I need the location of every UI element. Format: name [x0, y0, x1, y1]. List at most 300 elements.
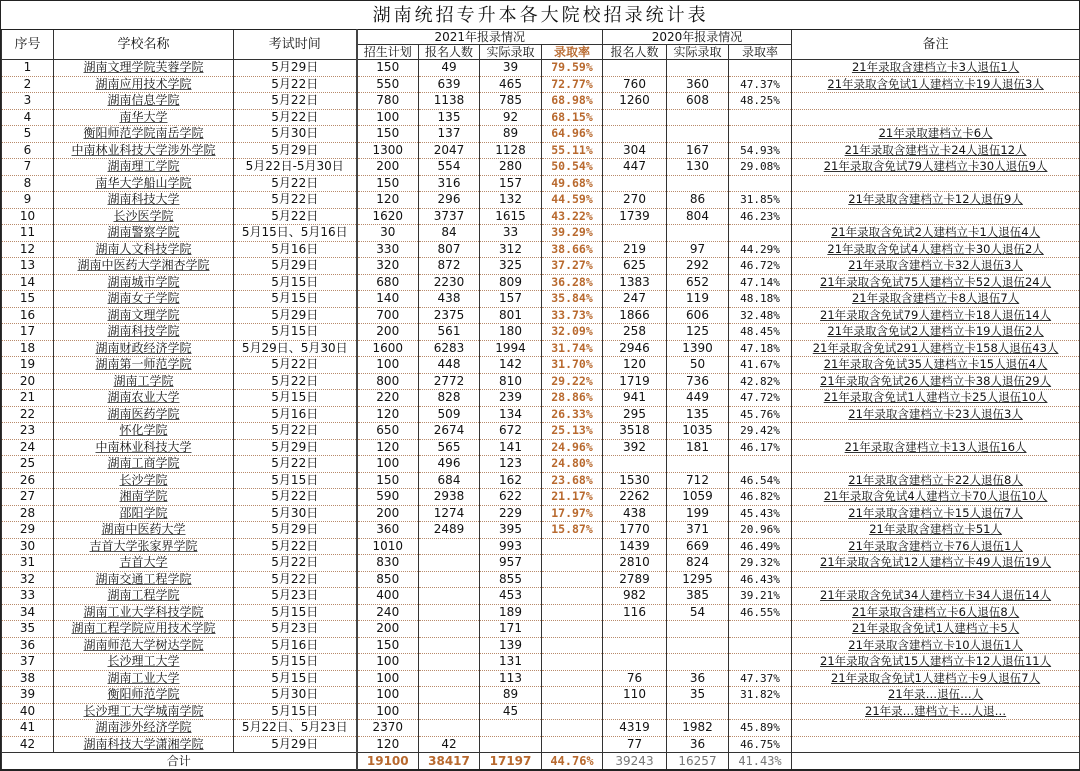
cell-rate-2021	[542, 736, 603, 753]
table-row	[2, 654, 1080, 671]
cell-applicants-2020	[603, 126, 667, 143]
cell-applicants-2021: 49	[419, 60, 480, 77]
table-row	[2, 126, 1080, 143]
cell-plan-2021: 700	[357, 307, 419, 324]
table-row	[2, 258, 1080, 275]
cell-index: 40	[2, 703, 54, 720]
cell-index: 32	[2, 571, 54, 588]
cell-plan-2021: 100	[357, 670, 419, 687]
cell-remark: 21年录取含建档立卡32人退伍3人	[792, 258, 1080, 275]
header-group-2021: 2021年报录情况	[357, 30, 603, 45]
cell-index: 26	[2, 472, 54, 489]
cell-applicants-2021: 561	[419, 324, 480, 341]
cell-exam-date: 5月15日	[234, 324, 357, 341]
cell-exam-date: 5月22日	[234, 192, 357, 209]
cell-remark	[792, 423, 1080, 440]
cell-school: 长沙医学院	[54, 208, 234, 225]
table-row	[2, 489, 1080, 506]
cell-rate-2021: 29.22%	[542, 373, 603, 390]
total-plan-2021: 19100	[357, 753, 419, 770]
table-row	[2, 670, 1080, 687]
cell-plan-2021: 1300	[357, 142, 419, 159]
cell-rate-2020: 45.89%	[729, 720, 792, 737]
cell-admitted-2020: 669	[667, 538, 729, 555]
cell-index: 37	[2, 654, 54, 671]
cell-exam-date: 5月15日	[234, 703, 357, 720]
cell-rate-2021: 72.77%	[542, 76, 603, 93]
cell-admitted-2020: 86	[667, 192, 729, 209]
header-remarks: 备注	[792, 30, 1080, 60]
cell-admitted-2021: 132	[480, 192, 542, 209]
cell-school: 湖南工程学院	[54, 588, 234, 605]
cell-admitted-2021: 325	[480, 258, 542, 275]
cell-admitted-2020: 652	[667, 274, 729, 291]
cell-plan-2021: 120	[357, 406, 419, 423]
cell-index: 34	[2, 604, 54, 621]
cell-rate-2021	[542, 670, 603, 687]
cell-admitted-2021: 139	[480, 637, 542, 654]
cell-index: 22	[2, 406, 54, 423]
table-row	[2, 390, 1080, 407]
cell-remark: 21年录取含建档立卡3人退伍1人	[792, 60, 1080, 77]
cell-school: 湖南工业大学科技学院	[54, 604, 234, 621]
cell-exam-date: 5月30日	[234, 505, 357, 522]
cell-applicants-2021: 316	[419, 175, 480, 192]
cell-remark: 21年录取含建档立卡6人退伍8人	[792, 604, 1080, 621]
cell-applicants-2021: 2938	[419, 489, 480, 506]
table-row	[2, 538, 1080, 555]
cell-admitted-2020: 199	[667, 505, 729, 522]
cell-index: 16	[2, 307, 54, 324]
cell-applicants-2020: 2810	[603, 555, 667, 572]
header-applicants-2021: 报名人数	[419, 45, 480, 60]
cell-rate-2020	[729, 60, 792, 77]
cell-remark: 21年录取含免试15人建档立卡12人退伍11人	[792, 654, 1080, 671]
cell-admitted-2020: 385	[667, 588, 729, 605]
cell-index: 20	[2, 373, 54, 390]
total-admitted-2021: 17197	[480, 753, 542, 770]
cell-school: 湖南交通工程学院	[54, 571, 234, 588]
cell-rate-2021	[542, 621, 603, 638]
cell-admitted-2020: 1059	[667, 489, 729, 506]
cell-applicants-2020: 2789	[603, 571, 667, 588]
cell-remark: 21年录…退伍…人	[792, 687, 1080, 704]
cell-applicants-2020	[603, 637, 667, 654]
cell-rate-2020: 47.37%	[729, 76, 792, 93]
cell-exam-date: 5月22日	[234, 456, 357, 473]
cell-admitted-2021: 622	[480, 489, 542, 506]
cell-rate-2021: 50.54%	[542, 159, 603, 176]
table-row	[2, 159, 1080, 176]
cell-school: 湖南第一师范学院	[54, 357, 234, 374]
cell-rate-2020: 47.18%	[729, 340, 792, 357]
cell-school: 湖南医药学院	[54, 406, 234, 423]
table-row	[2, 456, 1080, 473]
cell-school: 湖南科技大学	[54, 192, 234, 209]
cell-index: 1	[2, 60, 54, 77]
table-row	[2, 324, 1080, 341]
cell-school: 湘南学院	[54, 489, 234, 506]
table-row	[2, 637, 1080, 654]
table-body	[2, 60, 1080, 753]
cell-applicants-2021	[419, 604, 480, 621]
cell-school: 湖南中医药大学	[54, 522, 234, 539]
cell-plan-2021: 550	[357, 76, 419, 93]
table-row	[2, 439, 1080, 456]
cell-rate-2020: 41.67%	[729, 357, 792, 374]
cell-exam-date: 5月16日	[234, 406, 357, 423]
cell-remark	[792, 93, 1080, 110]
cell-exam-date: 5月22日、5月23日	[234, 720, 357, 737]
cell-exam-date: 5月15日	[234, 390, 357, 407]
cell-plan-2021: 200	[357, 159, 419, 176]
cell-remark: 21年录取含免试2人建档立卡1人退伍4人	[792, 225, 1080, 242]
cell-school: 怀化学院	[54, 423, 234, 440]
cell-plan-2021: 150	[357, 126, 419, 143]
cell-rate-2020: 29.42%	[729, 423, 792, 440]
cell-index: 15	[2, 291, 54, 308]
table-row	[2, 76, 1080, 93]
cell-school: 邵阳学院	[54, 505, 234, 522]
cell-admitted-2020: 1390	[667, 340, 729, 357]
table-row	[2, 109, 1080, 126]
cell-applicants-2020: 3518	[603, 423, 667, 440]
cell-rate-2020	[729, 621, 792, 638]
cell-admitted-2020: 608	[667, 93, 729, 110]
cell-rate-2020: 46.55%	[729, 604, 792, 621]
cell-rate-2020: 46.75%	[729, 736, 792, 753]
cell-school: 中南林业科技大学	[54, 439, 234, 456]
cell-plan-2021: 680	[357, 274, 419, 291]
cell-admitted-2021: 993	[480, 538, 542, 555]
cell-index: 18	[2, 340, 54, 357]
cell-applicants-2020: 258	[603, 324, 667, 341]
cell-rate-2021	[542, 538, 603, 555]
cell-admitted-2021: 672	[480, 423, 542, 440]
total-applicants-2021: 38417	[419, 753, 480, 770]
cell-rate-2020: 20.96%	[729, 522, 792, 539]
cell-admitted-2020	[667, 654, 729, 671]
cell-school: 湖南应用技术学院	[54, 76, 234, 93]
cell-exam-date: 5月22日	[234, 109, 357, 126]
cell-applicants-2020	[603, 225, 667, 242]
cell-remark: 21年录取含免试35人建档立卡15人退伍4人	[792, 357, 1080, 374]
cell-rate-2021: 38.66%	[542, 241, 603, 258]
cell-admitted-2021: 142	[480, 357, 542, 374]
cell-plan-2021: 100	[357, 687, 419, 704]
cell-applicants-2020	[603, 60, 667, 77]
cell-rate-2021: 33.73%	[542, 307, 603, 324]
cell-plan-2021: 240	[357, 604, 419, 621]
cell-school: 湖南农业大学	[54, 390, 234, 407]
total-admitted-2020: 16257	[667, 753, 729, 770]
cell-admitted-2020: 1035	[667, 423, 729, 440]
cell-rate-2021	[542, 637, 603, 654]
cell-school: 湖南工学院	[54, 373, 234, 390]
cell-school: 湖南人文科技学院	[54, 241, 234, 258]
cell-admitted-2021: 162	[480, 472, 542, 489]
cell-index: 30	[2, 538, 54, 555]
cell-school: 湖南信息学院	[54, 93, 234, 110]
cell-applicants-2021: 496	[419, 456, 480, 473]
table-row	[2, 736, 1080, 753]
cell-remark: 21年录取含免试1人建档立卡19人退伍3人	[792, 76, 1080, 93]
page-title: 湖南统招专升本各大院校招录统计表	[2, 1, 1080, 30]
cell-rate-2020: 46.49%	[729, 538, 792, 555]
cell-remark: 21年录取含免试75人建档立卡52人退伍24人	[792, 274, 1080, 291]
cell-applicants-2021: 684	[419, 472, 480, 489]
cell-school: 湖南城市学院	[54, 274, 234, 291]
cell-school: 湖南涉外经济学院	[54, 720, 234, 737]
cell-school: 湖南工商学院	[54, 456, 234, 473]
cell-applicants-2021	[419, 588, 480, 605]
cell-school: 湖南女子学院	[54, 291, 234, 308]
cell-admitted-2021: 312	[480, 241, 542, 258]
cell-admitted-2020	[667, 60, 729, 77]
cell-remark	[792, 456, 1080, 473]
cell-rate-2021: 15.87%	[542, 522, 603, 539]
cell-index: 25	[2, 456, 54, 473]
table-row	[2, 472, 1080, 489]
cell-admitted-2020: 50	[667, 357, 729, 374]
cell-admitted-2021: 157	[480, 291, 542, 308]
cell-school: 吉首大学张家界学院	[54, 538, 234, 555]
cell-exam-date: 5月22日	[234, 489, 357, 506]
cell-school: 南华大学船山学院	[54, 175, 234, 192]
cell-admitted-2020	[667, 621, 729, 638]
cell-remark: 21年录取含建档立卡76人退伍1人	[792, 538, 1080, 555]
cell-remark: 21年录取含建档立卡8人退伍7人	[792, 291, 1080, 308]
cell-rate-2021: 17.97%	[542, 505, 603, 522]
cell-applicants-2020	[603, 456, 667, 473]
cell-school: 吉首大学	[54, 555, 234, 572]
cell-plan-2021: 830	[357, 555, 419, 572]
header-group-2020: 2020年报录情况	[603, 30, 792, 45]
cell-rate-2020: 45.76%	[729, 406, 792, 423]
cell-index: 42	[2, 736, 54, 753]
cell-plan-2021: 650	[357, 423, 419, 440]
cell-exam-date: 5月15日	[234, 604, 357, 621]
cell-index: 12	[2, 241, 54, 258]
cell-applicants-2020: 247	[603, 291, 667, 308]
cell-admitted-2021: 239	[480, 390, 542, 407]
cell-school: 衡阳师范学院南岳学院	[54, 126, 234, 143]
cell-plan-2021: 1010	[357, 538, 419, 555]
cell-applicants-2021	[419, 555, 480, 572]
cell-admitted-2020: 824	[667, 555, 729, 572]
cell-rate-2020	[729, 175, 792, 192]
table-row	[2, 225, 1080, 242]
cell-admitted-2020	[667, 456, 729, 473]
cell-rate-2020: 46.82%	[729, 489, 792, 506]
cell-remark: 21年录取含免试2人建档立卡19人退伍2人	[792, 324, 1080, 341]
cell-exam-date: 5月23日	[234, 621, 357, 638]
cell-remark: 21年录取含免试291人建档立卡158人退伍43人	[792, 340, 1080, 357]
cell-applicants-2020: 219	[603, 241, 667, 258]
cell-remark: 21年录取含免试4人建档立卡30人退伍2人	[792, 241, 1080, 258]
cell-applicants-2021: 2230	[419, 274, 480, 291]
cell-rate-2021: 25.13%	[542, 423, 603, 440]
cell-exam-date: 5月16日	[234, 241, 357, 258]
cell-rate-2021: 36.28%	[542, 274, 603, 291]
table-row	[2, 423, 1080, 440]
cell-plan-2021: 320	[357, 258, 419, 275]
cell-exam-date: 5月15日	[234, 291, 357, 308]
cell-applicants-2020: 76	[603, 670, 667, 687]
cell-rate-2020: 46.72%	[729, 258, 792, 275]
cell-rate-2021: 44.59%	[542, 192, 603, 209]
cell-rate-2020	[729, 109, 792, 126]
cell-applicants-2020: 1719	[603, 373, 667, 390]
cell-remark: 21年录取含免试1人建档立卡9人退伍7人	[792, 670, 1080, 687]
cell-school: 长沙学院	[54, 472, 234, 489]
cell-school: 衡阳师范学院	[54, 687, 234, 704]
cell-applicants-2021: 509	[419, 406, 480, 423]
cell-applicants-2021: 296	[419, 192, 480, 209]
cell-exam-date: 5月22日	[234, 538, 357, 555]
cell-applicants-2020: 941	[603, 390, 667, 407]
cell-admitted-2020: 35	[667, 687, 729, 704]
cell-exam-date: 5月22日	[234, 373, 357, 390]
cell-admitted-2020	[667, 703, 729, 720]
cell-applicants-2020: 4319	[603, 720, 667, 737]
cell-rate-2020: 29.08%	[729, 159, 792, 176]
cell-applicants-2021	[419, 720, 480, 737]
cell-admitted-2021: 39	[480, 60, 542, 77]
cell-plan-2021: 100	[357, 456, 419, 473]
cell-index: 6	[2, 142, 54, 159]
cell-applicants-2020: 760	[603, 76, 667, 93]
cell-applicants-2021: 438	[419, 291, 480, 308]
cell-applicants-2020	[603, 175, 667, 192]
table-row	[2, 588, 1080, 605]
cell-admitted-2020: 1295	[667, 571, 729, 588]
cell-admitted-2021: 957	[480, 555, 542, 572]
cell-applicants-2021: 2489	[419, 522, 480, 539]
cell-plan-2021: 100	[357, 357, 419, 374]
cell-exam-date: 5月22日	[234, 555, 357, 572]
cell-applicants-2020: 1383	[603, 274, 667, 291]
cell-applicants-2021: 42	[419, 736, 480, 753]
cell-exam-date: 5月16日	[234, 637, 357, 654]
cell-admitted-2020: 167	[667, 142, 729, 159]
cell-applicants-2020: 447	[603, 159, 667, 176]
cell-rate-2020: 47.72%	[729, 390, 792, 407]
cell-school: 湖南科技学院	[54, 324, 234, 341]
cell-index: 7	[2, 159, 54, 176]
cell-applicants-2020: 625	[603, 258, 667, 275]
cell-plan-2021: 120	[357, 439, 419, 456]
table-row	[2, 340, 1080, 357]
cell-plan-2021: 100	[357, 109, 419, 126]
cell-rate-2021: 68.15%	[542, 109, 603, 126]
cell-exam-date: 5月22日	[234, 208, 357, 225]
cell-school: 湖南师范大学树达学院	[54, 637, 234, 654]
cell-admitted-2020: 135	[667, 406, 729, 423]
cell-rate-2020	[729, 456, 792, 473]
cell-admitted-2021: 134	[480, 406, 542, 423]
cell-admitted-2021: 395	[480, 522, 542, 539]
cell-exam-date: 5月15日、5月16日	[234, 225, 357, 242]
cell-rate-2020	[729, 126, 792, 143]
cell-admitted-2020: 804	[667, 208, 729, 225]
cell-plan-2021: 220	[357, 390, 419, 407]
header-rate-2020: 录取率	[729, 45, 792, 60]
cell-plan-2021: 120	[357, 736, 419, 753]
cell-rate-2021: 49.68%	[542, 175, 603, 192]
cell-plan-2021: 590	[357, 489, 419, 506]
cell-exam-date: 5月22日	[234, 571, 357, 588]
cell-applicants-2021	[419, 538, 480, 555]
cell-index: 9	[2, 192, 54, 209]
cell-applicants-2021: 135	[419, 109, 480, 126]
cell-rate-2020: 31.82%	[729, 687, 792, 704]
table-row	[2, 505, 1080, 522]
cell-applicants-2020	[603, 654, 667, 671]
cell-remark: 21年录取含建档立卡51人	[792, 522, 1080, 539]
cell-applicants-2021	[419, 621, 480, 638]
cell-applicants-2021	[419, 654, 480, 671]
cell-admitted-2020	[667, 637, 729, 654]
cell-admitted-2021: 465	[480, 76, 542, 93]
cell-rate-2020: 31.85%	[729, 192, 792, 209]
cell-admitted-2020: 130	[667, 159, 729, 176]
cell-plan-2021: 780	[357, 93, 419, 110]
cell-admitted-2020	[667, 175, 729, 192]
cell-applicants-2020: 116	[603, 604, 667, 621]
cell-admitted-2020: 712	[667, 472, 729, 489]
cell-applicants-2021	[419, 571, 480, 588]
cell-applicants-2021: 828	[419, 390, 480, 407]
cell-admitted-2021: 1615	[480, 208, 542, 225]
cell-applicants-2020: 438	[603, 505, 667, 522]
cell-remark: 21年录取含免试79人建档立卡18人退伍14人	[792, 307, 1080, 324]
cell-index: 19	[2, 357, 54, 374]
header-applicants-2020: 报名人数	[603, 45, 667, 60]
cell-exam-date: 5月22日	[234, 357, 357, 374]
cell-remark: 21年录取含免试12人建档立卡49人退伍19人	[792, 555, 1080, 572]
cell-school: 湖南警察学院	[54, 225, 234, 242]
cell-index: 17	[2, 324, 54, 341]
cell-rate-2021: 55.11%	[542, 142, 603, 159]
cell-rate-2021: 21.17%	[542, 489, 603, 506]
cell-applicants-2020: 982	[603, 588, 667, 605]
table-row	[2, 291, 1080, 308]
cell-admitted-2020: 119	[667, 291, 729, 308]
cell-rate-2021: 79.59%	[542, 60, 603, 77]
cell-admitted-2021: 810	[480, 373, 542, 390]
cell-admitted-2021: 33	[480, 225, 542, 242]
cell-applicants-2021: 2375	[419, 307, 480, 324]
cell-rate-2021: 43.22%	[542, 208, 603, 225]
cell-exam-date: 5月29日	[234, 522, 357, 539]
cell-plan-2021: 1600	[357, 340, 419, 357]
cell-applicants-2021	[419, 637, 480, 654]
cell-remark	[792, 571, 1080, 588]
cell-admitted-2021: 453	[480, 588, 542, 605]
cell-admitted-2021: 809	[480, 274, 542, 291]
cell-exam-date: 5月22日	[234, 423, 357, 440]
cell-exam-date: 5月30日	[234, 687, 357, 704]
cell-remark: 21年录取含建档立卡23人退伍3人	[792, 406, 1080, 423]
table-row	[2, 241, 1080, 258]
cell-index: 21	[2, 390, 54, 407]
cell-admitted-2020	[667, 126, 729, 143]
cell-plan-2021: 30	[357, 225, 419, 242]
cell-admitted-2020: 449	[667, 390, 729, 407]
cell-school: 湖南工程学院应用技术学院	[54, 621, 234, 638]
cell-rate-2020	[729, 225, 792, 242]
